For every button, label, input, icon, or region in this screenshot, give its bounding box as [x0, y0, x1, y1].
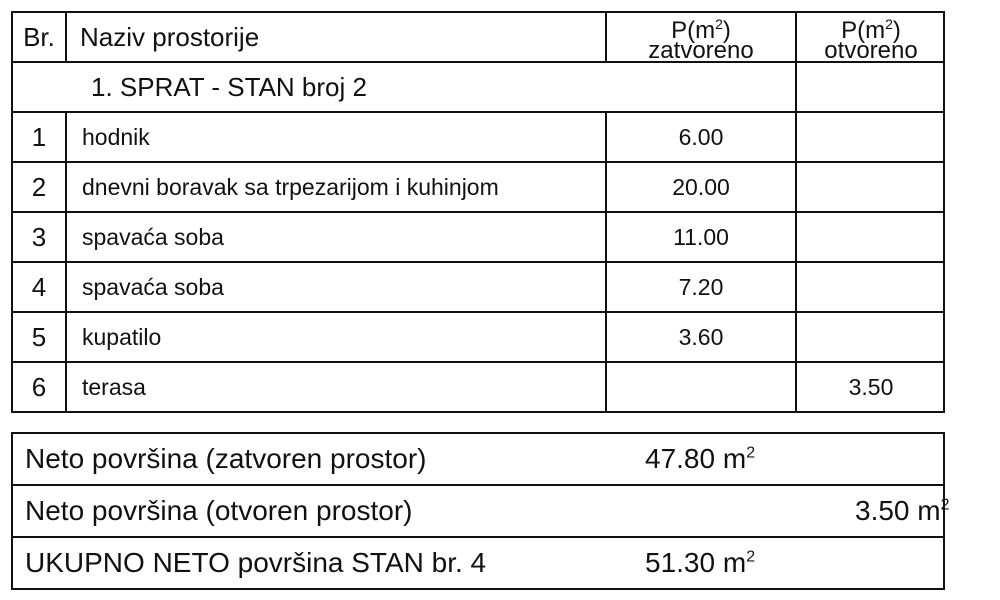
room-area-open — [797, 263, 945, 311]
table-row — [13, 263, 943, 313]
room-number: 5 — [13, 313, 67, 361]
header-area-closed-label: zatvoreno — [648, 36, 754, 64]
section-title: 1. SPRAT - STAN broj 2 — [13, 63, 797, 111]
room-area-closed — [607, 363, 797, 411]
header-area-closed — [607, 13, 797, 64]
room-number: 6 — [13, 363, 67, 411]
room-name: spavaća soba — [67, 213, 607, 261]
summary-row-open — [13, 486, 950, 538]
room-number: 2 — [13, 163, 67, 211]
room-name: hodnik — [67, 113, 607, 161]
room-area-open — [797, 113, 945, 161]
rooms-table — [11, 11, 945, 413]
table-row — [13, 163, 943, 213]
room-area-open — [797, 313, 945, 361]
summary-label: Neto površina (otvoren prostor) — [25, 495, 413, 526]
summary-value: 47.80 $m^2$ — [645, 443, 756, 474]
section-row — [13, 63, 943, 113]
room-area-closed: 3.60 — [607, 313, 797, 361]
table-row — [13, 213, 943, 263]
room-name: spavaća soba — [67, 263, 607, 311]
summary-value: 3.50 $m^2$ — [855, 495, 950, 526]
summary-table — [11, 432, 950, 590]
table-row — [13, 313, 943, 363]
table-header-row — [13, 13, 943, 63]
room-area-open — [797, 163, 945, 211]
room-name: kupatilo — [67, 313, 607, 361]
header-room-name: Naziv prostorije — [67, 13, 607, 61]
summary-row-closed — [13, 434, 943, 486]
room-area-closed: 20.00 — [607, 163, 797, 211]
room-area-closed: 7.20 — [607, 263, 797, 311]
header-area-open — [797, 13, 945, 64]
room-area-open: 3.50 — [848, 373, 894, 400]
room-area-open — [797, 213, 945, 261]
room-number: 3 — [13, 213, 67, 261]
table-row — [13, 113, 943, 163]
summary-row-total — [13, 538, 943, 588]
room-number: 4 — [13, 263, 67, 311]
summary-label: UKUPNO NETO površina STAN br. 4 — [25, 547, 487, 578]
header-area-open-label: otvoreno — [824, 36, 918, 64]
header-area-closed-unit: $P(m^2)$ — [671, 15, 731, 44]
room-number: 1 — [13, 113, 67, 161]
room-area-closed: 6.00 — [607, 113, 797, 161]
summary-value: 51.30 $m^2$ — [645, 547, 756, 578]
summary-label: Neto površina (zatvoren prostor) — [25, 443, 427, 474]
header-number: Br. — [13, 13, 67, 61]
section-empty-cell — [797, 63, 945, 111]
table-row — [13, 363, 943, 411]
room-name: terasa — [67, 363, 607, 411]
room-name: dnevni boravak sa trpezarijom i kuhinjom — [67, 163, 607, 211]
room-area-closed: 11.00 — [607, 213, 797, 261]
header-area-open-unit: $P(m^2)$ — [841, 15, 901, 44]
